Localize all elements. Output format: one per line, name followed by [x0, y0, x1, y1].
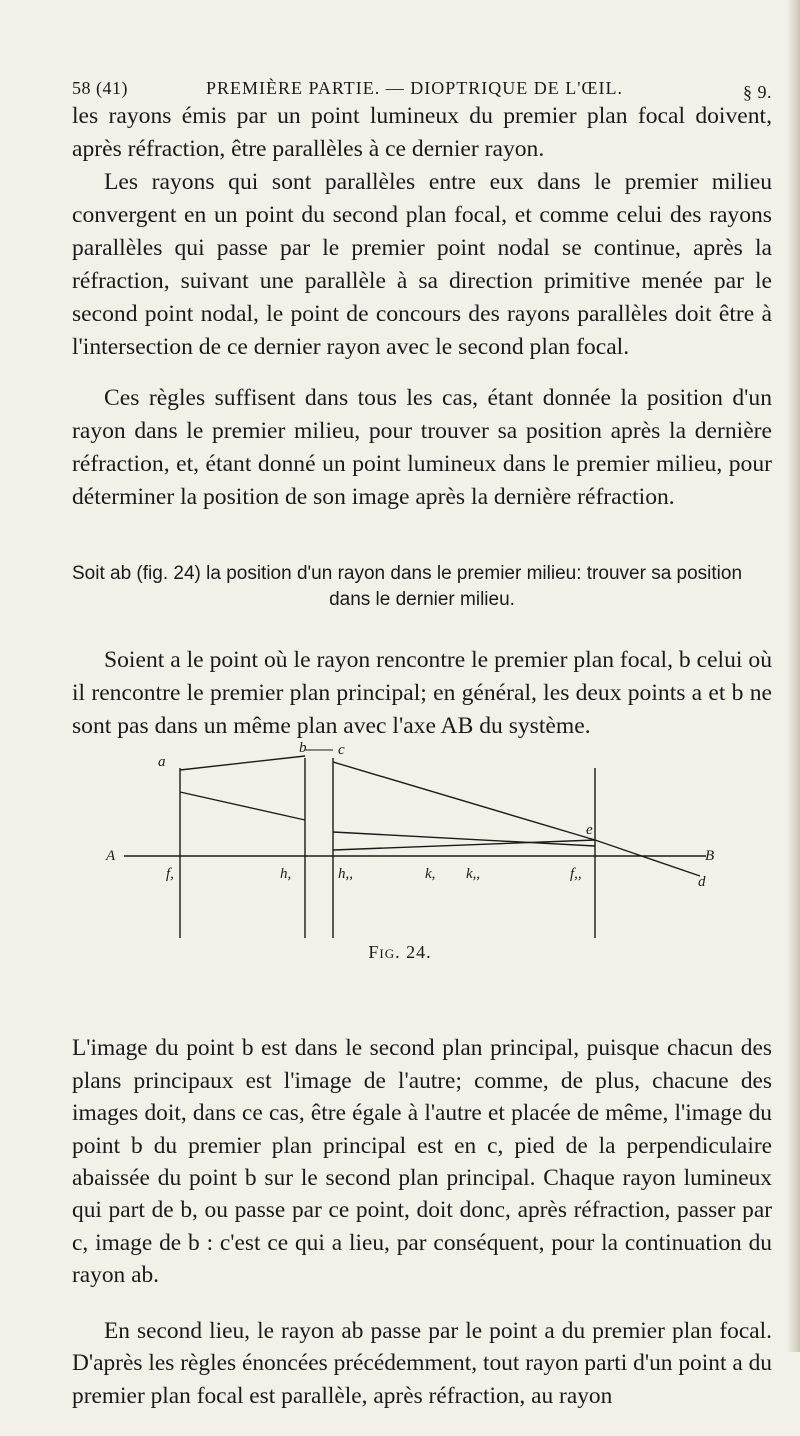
- parallel-ray-2: [333, 832, 595, 846]
- label-k2: k,,: [466, 866, 481, 882]
- running-title: PREMIÈRE PARTIE. — DIOPTRIQUE DE L'ŒIL.: [206, 78, 623, 98]
- problem-line-1: Soit ab (fig. 24) la position d'un rayon dans le premier milieu: trouver sa position: [72, 563, 743, 584]
- label-k1: k,: [425, 866, 436, 882]
- ray-continuation: [595, 840, 700, 876]
- label-b: b: [299, 740, 307, 756]
- figure-caption: Fig. 24.: [368, 942, 432, 962]
- label-e: e: [586, 822, 593, 838]
- paragraph: Soient a le point où le rayon rencontre le premier plan focal, b celui où il rencontre le premier plan principal; en général, les deux points a et b ne sont pas dans un même plan avec l'axe AB du système.: [72, 647, 772, 739]
- paragraph: En second lieu, le rayon ab passe par le point a du premier plan focal. D'après les règles énoncées précédemment, tout rayon parti d'un point a du premier plan focal est parallèle, après réfraction, au rayon: [72, 1318, 772, 1409]
- parallel-ray-1: [180, 792, 305, 820]
- incident-ray-ab: [180, 756, 305, 770]
- label-c: c: [338, 742, 345, 758]
- label-h1: h,: [280, 866, 292, 882]
- problem-line-2: dans le dernier milieu.: [329, 589, 515, 610]
- top-text: [72, 100, 772, 514]
- label-f1: f,: [166, 866, 174, 882]
- section-number: § 9.: [743, 82, 772, 102]
- label-A: A: [106, 848, 116, 864]
- page-edge: [786, 0, 800, 1352]
- paragraph: Ces règles suffisent dans tous les cas, étant donnée la position d'un rayon dans le premier milieu, pour trouver sa position après la dernière réfraction, et, étant donné un point lumineux dans le premier milieu, pour déterminer la position de son image après la dernière réfraction.: [72, 385, 772, 510]
- figure-24: [100, 728, 740, 968]
- page-number: 58 (41): [72, 78, 128, 98]
- refracted-ray: [333, 762, 595, 840]
- bottom-text: [72, 1009, 772, 1436]
- paragraph: L'image du point b est dans le second plan principal, puisque chacun des plans principaux est l'image de l'autre; comme, de plus, chacune des images doit, dans ce cas, être égale à l'autre et placée de même, l'image du point b du premier plan principal est en c, pied de la perpendiculaire abaissée du point b sur le second plan principal. Chaque rayon lumineux qui part de b, ou passe par ce point, doit donc, après réfraction, passer par c, image de b : c'est ce qui a lieu, par conséquent, pour la continuation du rayon ab.: [72, 1035, 772, 1289]
- label-a: a: [158, 754, 166, 770]
- paragraph: Les rayons qui sont parallèles entre eux dans le premier milieu convergent en un point du second plan focal, et comme celui des rayons parallèles qui passe par le premier point nodal se continue, après la réfraction, suivant une parallèle à sa direction primitive menée par le second point nodal, le point de concours des rayons parallèles doit être à l'intersection de ce dernier rayon avec le second plan focal.: [72, 169, 772, 360]
- label-h2: h,,: [338, 866, 353, 882]
- parallel-ray-3: [333, 840, 595, 850]
- label-f2: f,,: [570, 866, 582, 882]
- optics-diagram: [100, 728, 740, 968]
- label-B: B: [705, 848, 715, 864]
- problem-statement: [72, 562, 772, 612]
- label-d: d: [698, 874, 706, 890]
- paragraph: les rayons émis par un point lumineux du premier plan focal doivent, après réfraction, être parallèles à ce dernier rayon.: [72, 103, 772, 162]
